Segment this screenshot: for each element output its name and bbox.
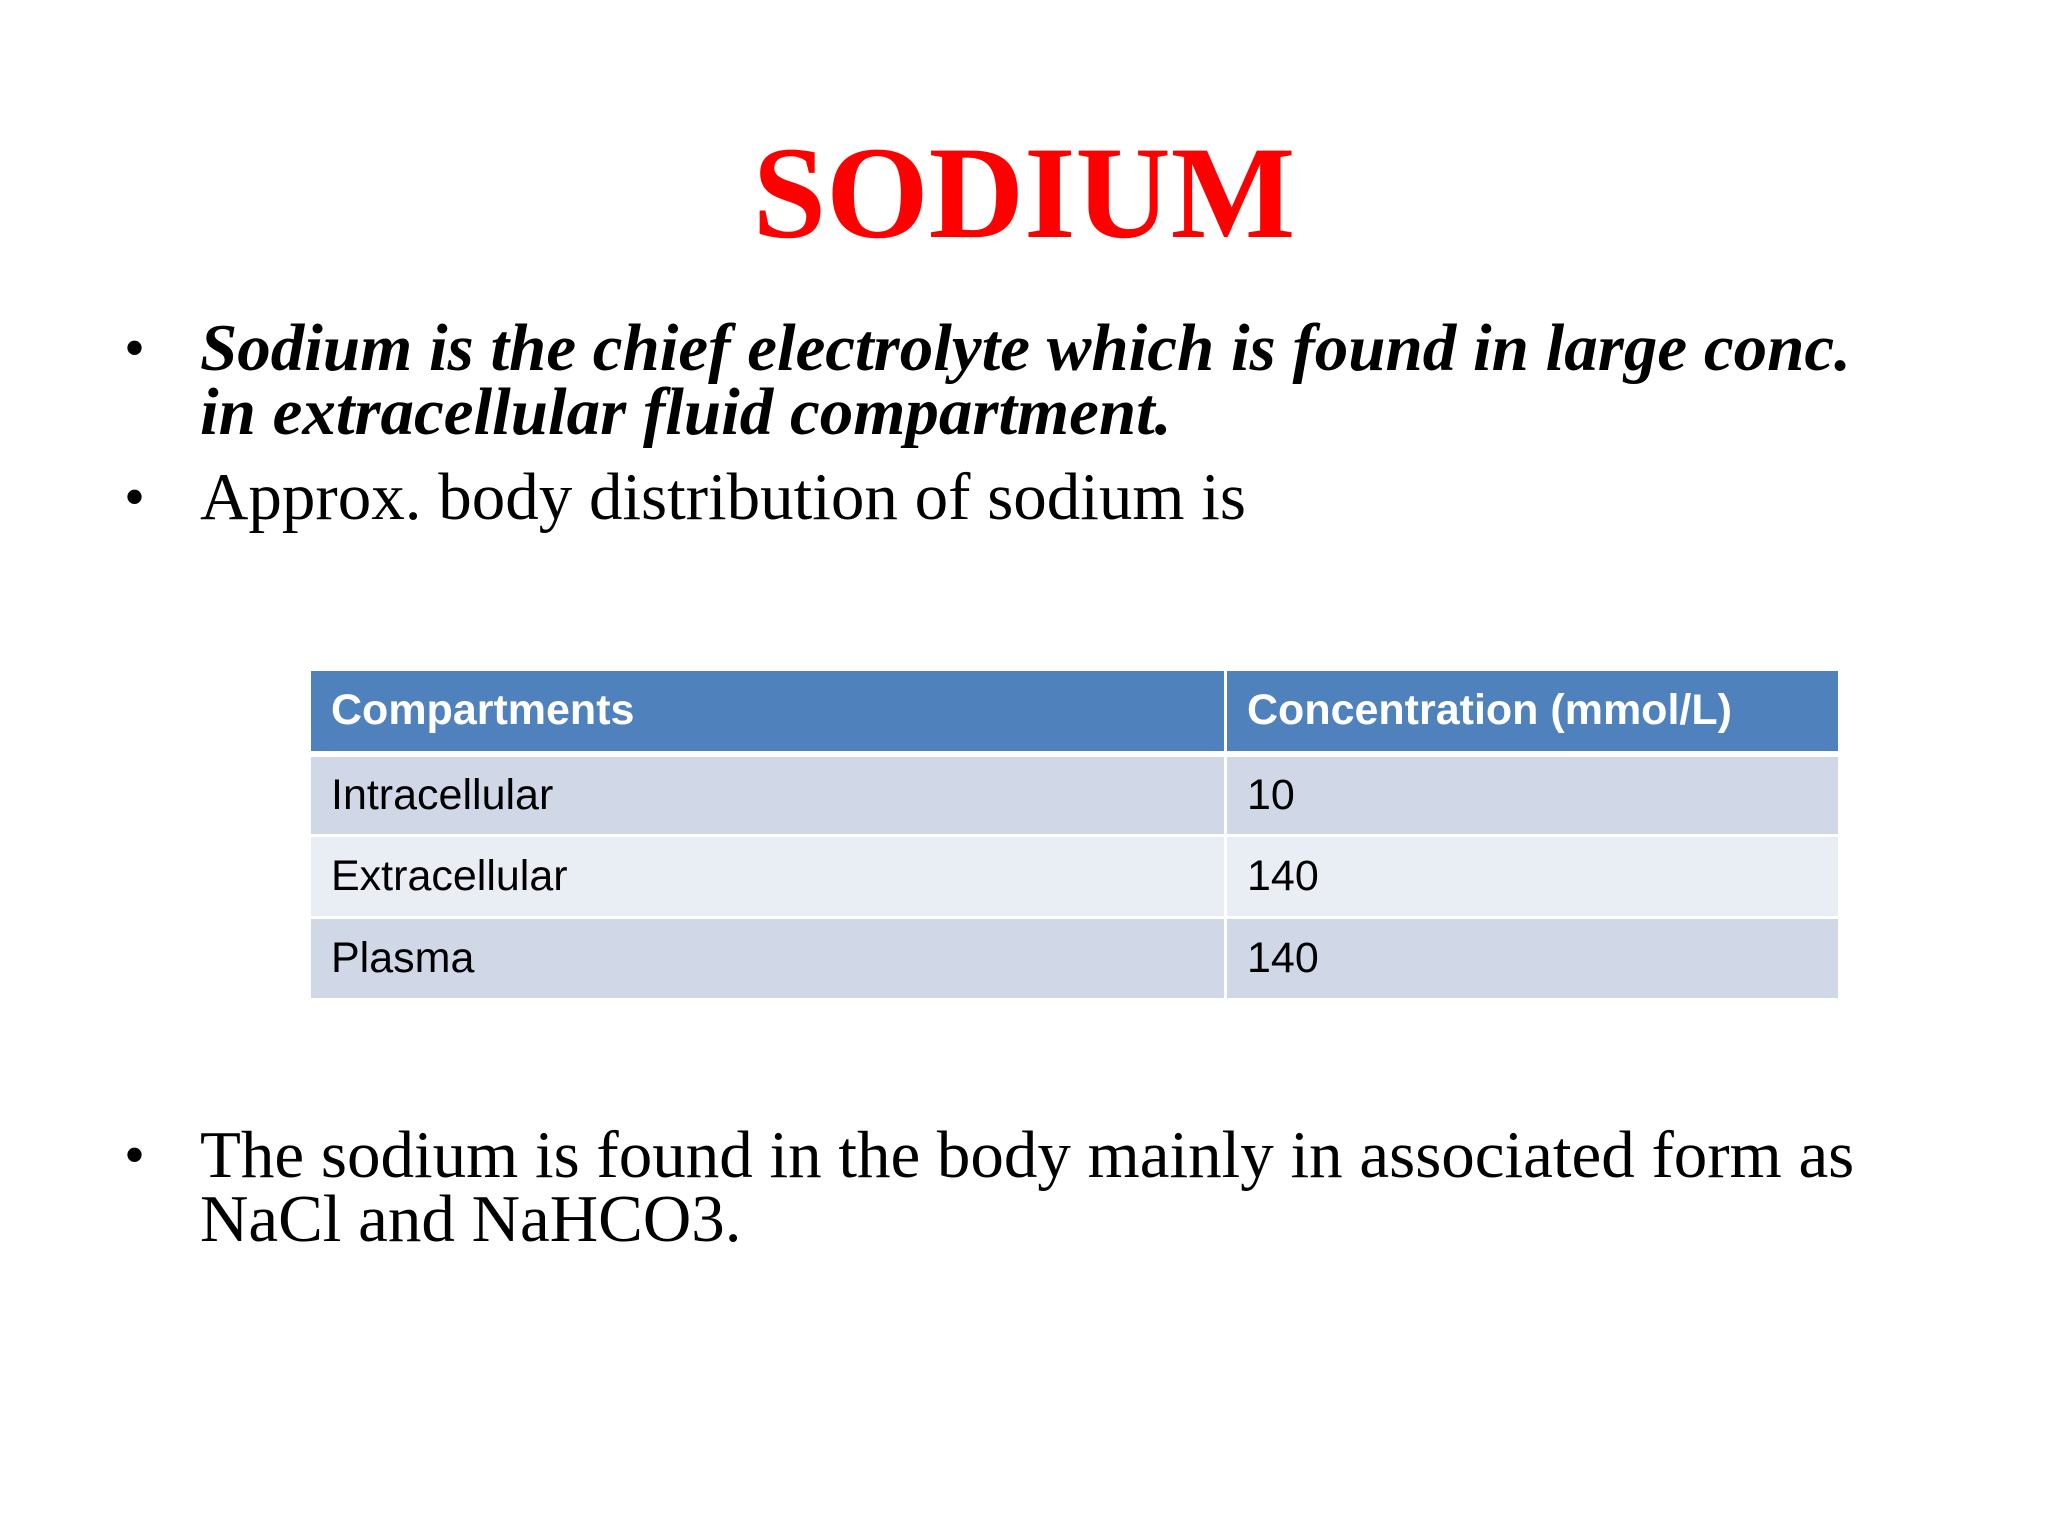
table-header-row <box>310 670 1840 754</box>
bullet-item <box>120 311 1920 449</box>
table-cell-compartment: Intracellular <box>310 754 1226 836</box>
bullet-marker: • <box>124 1122 146 1188</box>
table-cell-concentration: 140 <box>1226 836 1840 918</box>
table-row <box>310 918 1840 1000</box>
table-cell-compartment: Plasma <box>310 918 1226 1000</box>
sodium-distribution-table <box>308 668 1838 1001</box>
table-row <box>310 836 1840 918</box>
table-cell-concentration: 10 <box>1226 754 1840 836</box>
bullet-marker: • <box>124 464 146 530</box>
column-header-compartments: Compartments <box>310 670 1226 754</box>
slide-title: SODIUM <box>752 119 1296 266</box>
bullet-text: The sodium is found in the body mainly in associated form as NaCl and NaHCO3. <box>200 1118 1855 1256</box>
bullet-item <box>120 460 1920 534</box>
bullet-text: Approx. body distribution of sodium is <box>200 460 1246 534</box>
table <box>308 668 1841 1001</box>
bullet-text: Sodium is the chief electrolyte which is found in large conc. in extracellular fluid compartment. <box>200 311 1851 449</box>
table-cell-compartment: Extracellular <box>310 836 1226 918</box>
table-row <box>310 754 1840 836</box>
table-cell-concentration: 140 <box>1226 918 1840 1000</box>
column-header-concentration: Concentration (mmol/L) <box>1226 670 1840 754</box>
bullet-item <box>120 1118 1920 1256</box>
bullet-marker: • <box>124 315 146 381</box>
